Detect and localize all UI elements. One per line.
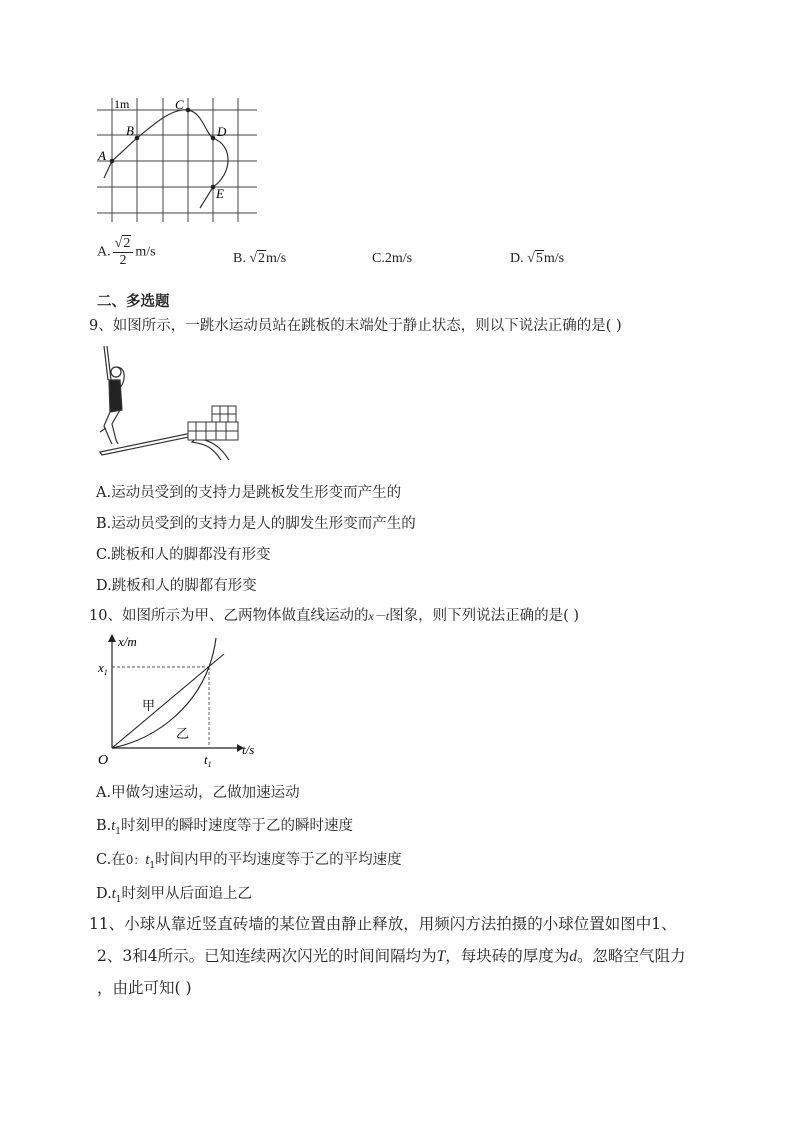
- point-a: [110, 159, 115, 164]
- trajectory-curve: [104, 110, 228, 208]
- q9-stem: 9、如图所示，一跳水运动员站在跳板的末端处于静止状态，则以下说法正确的是( ): [89, 318, 622, 334]
- q10-stem: 10、如图所示为甲、乙两物体做直线运动的x－t图象，则下列说法正确的是( ): [89, 608, 580, 624]
- origin-label: O: [98, 753, 109, 768]
- q10-option-c: C.在0：$t_1$时间内甲的平均速度等于乙的平均速度: [96, 852, 402, 871]
- point-c: [186, 108, 191, 113]
- q9-option-b: B.运动员受到的支持力是人的脚发生形变而产生的: [96, 516, 416, 532]
- x-axis-label: t/s: [242, 742, 255, 757]
- scale-label: 1m: [114, 97, 130, 111]
- label-e: E: [216, 186, 224, 201]
- t1-label: $t_1$: [204, 752, 212, 769]
- q8-option-d: D. √5m/s: [510, 251, 565, 266]
- q9-option-a: A.运动员受到的支持力是跳板发生形变而产生的: [96, 485, 402, 501]
- point-d: [211, 136, 216, 141]
- q9-option-c: C.跳板和人的脚都没有形变: [96, 547, 271, 563]
- label-c: C: [175, 97, 184, 112]
- label-d: D: [217, 124, 227, 139]
- q8-option-c: C.2m/s: [372, 251, 413, 266]
- platform-blocks: [188, 406, 238, 440]
- q11-line-1: 11、小球从靠近竖直砖墙的某位置由静止释放，用频闪方法拍摄的小球位置如图中1、: [89, 915, 677, 933]
- x1-label: $x_1$: [98, 660, 108, 677]
- label-a: A: [98, 148, 106, 163]
- grid-lines: [97, 98, 257, 222]
- fraction: $\frac{√2}{2}$: [113, 236, 134, 269]
- diver-figure: [96, 340, 246, 460]
- q11-line-2: 2、3和4所示。已知连续两次闪光的时间间隔均为T，每块砖的厚度为d。忽略空气阻力: [97, 947, 686, 965]
- point-e: [211, 185, 216, 190]
- curve-jia: [112, 654, 224, 748]
- q10-option-d: $D.t_1$时刻甲从后面追上乙: [96, 886, 252, 905]
- section-title: 二、多选题: [97, 294, 170, 310]
- xt-graph: [92, 632, 272, 772]
- q9-option-d: D.跳板和人的脚都有形变: [96, 578, 257, 594]
- y-axis-label: x/m: [118, 634, 137, 649]
- q10-option-b: $B.t_1$时刻甲的瞬时速度等于乙的瞬时速度: [96, 818, 354, 837]
- diver-icon: [100, 346, 124, 444]
- q8-option-b: B. √2m/s: [233, 251, 287, 266]
- board-support: [192, 438, 230, 460]
- q11-line-3: ，由此可知( ): [97, 979, 192, 997]
- point-b: [135, 136, 140, 141]
- yi-label: 乙: [176, 726, 190, 741]
- q8-option-a: A. $\frac{√2}{2}$ m/s: [97, 236, 156, 268]
- curve-yi: [112, 638, 216, 748]
- jia-label: 甲: [142, 698, 156, 713]
- q10-option-a: A.甲做匀速运动，乙做加速运动: [96, 785, 300, 801]
- y-axis-arrow: [108, 634, 116, 642]
- q8-grid-figure: [92, 94, 262, 224]
- label-b: B: [126, 123, 134, 138]
